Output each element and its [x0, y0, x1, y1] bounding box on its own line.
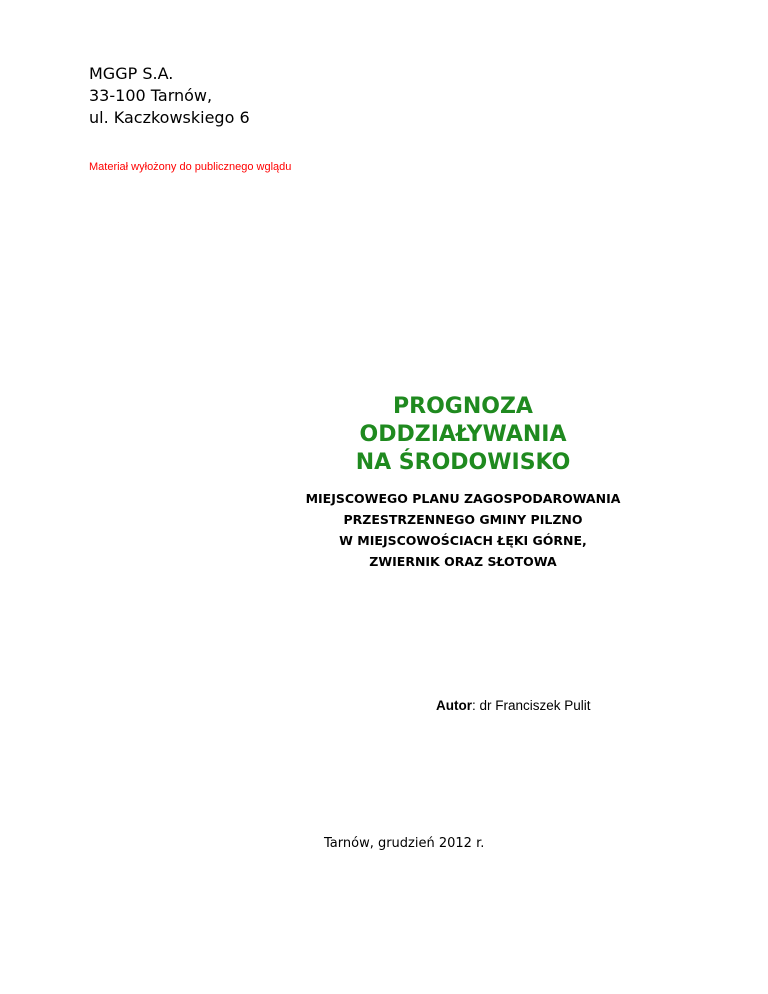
subtitle-line: ZWIERNIK ORAZ SŁOTOWA — [369, 554, 557, 569]
company-city: 33-100 Tarnów, — [89, 86, 213, 105]
author-name: dr Franciszek Pulit — [479, 698, 591, 713]
subtitle-line: PRZESTRZENNEGO GMINY PILZNO — [343, 512, 583, 527]
subtitle-line: W MIEJSCOWOŚCIACH ŁĘKI GÓRNE, — [339, 533, 587, 548]
title-line: PROGNOZA — [393, 394, 533, 419]
document-subtitle — [258, 488, 668, 572]
company-name: MGGP S.A. — [89, 64, 174, 83]
place-date: Tarnów, grudzień 2012 r. — [324, 836, 485, 851]
public-notice: Materiał wyłożony do publicznego wglądu — [89, 161, 292, 173]
company-street: ul. Kaczkowskiego 6 — [89, 108, 250, 127]
author-label: Autor — [436, 698, 472, 713]
company-address — [89, 63, 250, 129]
author-separator: : — [472, 698, 480, 713]
document-title — [258, 393, 668, 477]
author-line — [436, 697, 591, 715]
subtitle-line: MIEJSCOWEGO PLANU ZAGOSPODAROWANIA — [305, 491, 621, 506]
title-line: NA ŚRODOWISKO — [355, 450, 571, 475]
title-line: ODDZIAŁYWANIA — [359, 422, 567, 447]
